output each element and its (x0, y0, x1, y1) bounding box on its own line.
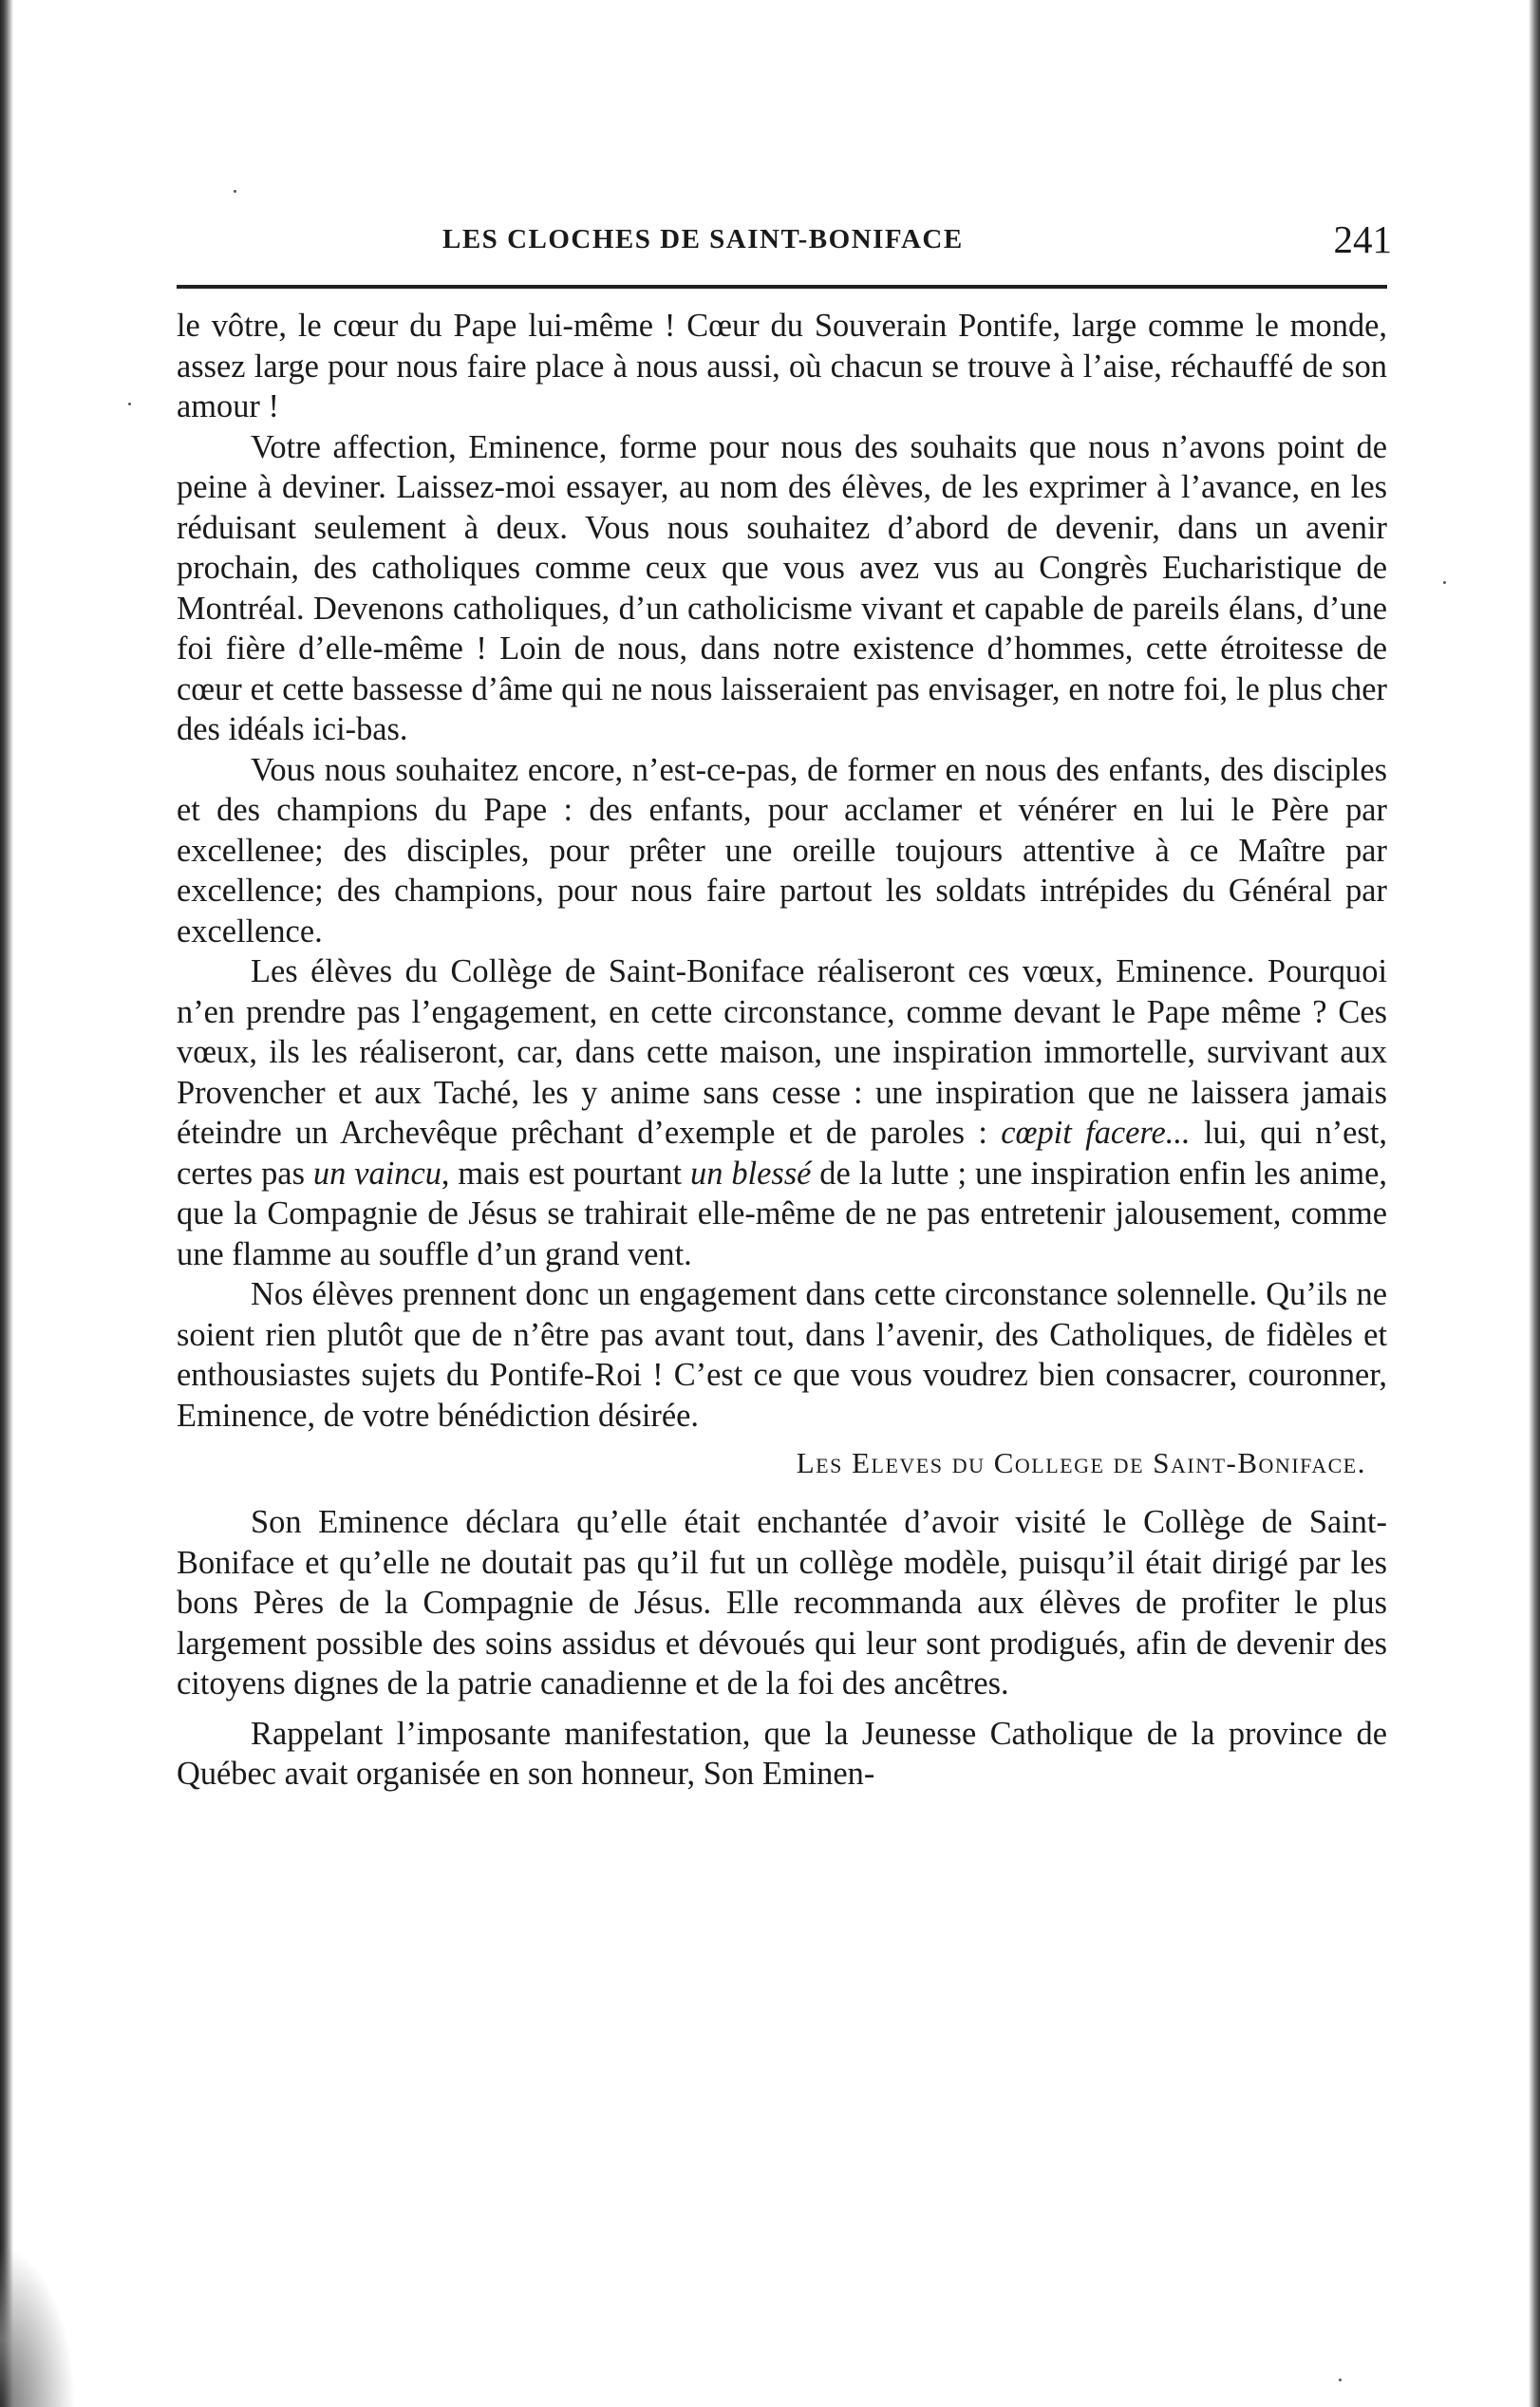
text-run: lui, qui n’est, certes pas (177, 1115, 1387, 1192)
latin-quote: cœpit facere... (1001, 1115, 1191, 1151)
signature-line: Les Eleves du College de Saint-Boniface. (796, 1446, 1366, 1479)
paragraph: Votre affection, Eminence, forme pour nous des souhaits que nous n’avons point de peine à deviner. Laissez-moi essayer, au nom des élèves, de les exprimer à l’avance, en les réduisant seulement à deux. Vous nous souhaitez d’abord de devenir, dans un avenir prochain, des catholiques comme ceux que vous avez vus au Congrès Eucharistique de Montréal. Devenons catholiques, d’un catholicisme vivant et capable de pareils élans, d’une foi fière d’elle-même ! Loin de nous, dans notre existence d’hommes, cette étroitesse de cœur et cette bassesse d’âme qui ne nous laisseraient pas envisager, en notre foi, le plus cher des idéals ici-bas. (177, 428, 1387, 747)
italic-phrase: un vaincu (312, 1155, 441, 1192)
paragraph: Rappelant l’imposante manifestation, que la Jeunesse Catholique de la province de Québec avait organisée en son honneur, Son Eminen- (177, 1715, 1387, 1792)
scan-speck (234, 190, 236, 193)
text-run: de la lutte ; une inspiration enfin les anime, que la Compagnie de Jésus se trahirait elle-même de ne pas entretenir jalousement, comme une flamme au souffle d’un grand vent. (177, 1155, 1387, 1272)
text-run: , mais est pourtant (441, 1155, 690, 1192)
header-rule (177, 285, 1387, 289)
paragraph: Son Eminence déclara qu’elle était enchantée d’avoir visité le Collège de Saint-Boniface et qu’elle ne doutait pas qu’il fut un collège modèle, puisqu’il était dirigé par les bons Pères de la Compagnie de Jésus. Elle recommanda aux élèves de profiter le plus largement possible des soins assidus et dévoués qui leur sont prodigués, afin de devenir des citoyens dignes de la patrie canadienne et de la foi des ancêtres. (177, 1504, 1387, 1702)
page-binding-edge (0, 0, 13, 2407)
scan-speck (128, 403, 131, 405)
scan-speck (1339, 2379, 1342, 2381)
running-header (177, 216, 1392, 273)
paragraph (177, 951, 1387, 1274)
italic-phrase: un blessé (690, 1155, 812, 1192)
body-text (177, 306, 1387, 1795)
paragraph: Nos élèves prennent donc un engagement dans cette circonstance solennelle. Qu’ils ne soient rien plutôt que de n’être pas avant tout, dans l’avenir, des Catholiques, de fidèles et enthousiastes sujets du Pontife-Roi ! C’est ce que vous voudrez bien consacrer, couronner, Eminence, de votre bénédiction désirée. (177, 1276, 1387, 1434)
scan-speck (1443, 581, 1446, 584)
page-number: 241 (1333, 217, 1392, 261)
running-title: LES CLOCHES DE SAINT-BONIFACE (442, 224, 964, 254)
scan-smudge (0, 2246, 76, 2407)
paragraph: Vous nous souhaitez encore, n’est-ce-pas, de former en nous des enfants, des disciples et des champions du Pape : des enfants, pour acclamer et vénérer en lui le Père par excellenee; des disciples, pour prêter une oreille toujours attentive à ce Maître par excellence; des champions, pour nous faire partout les soldats intrépides du Général par excellence. (177, 751, 1387, 950)
page-outer-edge (1529, 0, 1540, 2407)
paragraph-continuation: le vôtre, le cœur du Pape lui-même ! Cœur du Souverain Pontife, large comme le monde, assez large pour nous faire place à nous aussi, où chacun se trouve à l’aise, réchauffé de son amour ! (177, 308, 1387, 424)
text-run: Les élèves du Collège de Saint-Boniface réaliseront ces vœux, Eminence. Pourquoi n’en prendre pas l’engagement, en cette circonstance, comme devant le Pape même ? Ces vœux, ils les réaliseront, car, dans cette maison, une inspiration immortelle, survivant aux Provencher et aux Taché, les y anime sans cesse : une inspiration que ne laissera jamais éteindre un Archevêque prêchant d’exemple et de paroles : (177, 953, 1387, 1151)
